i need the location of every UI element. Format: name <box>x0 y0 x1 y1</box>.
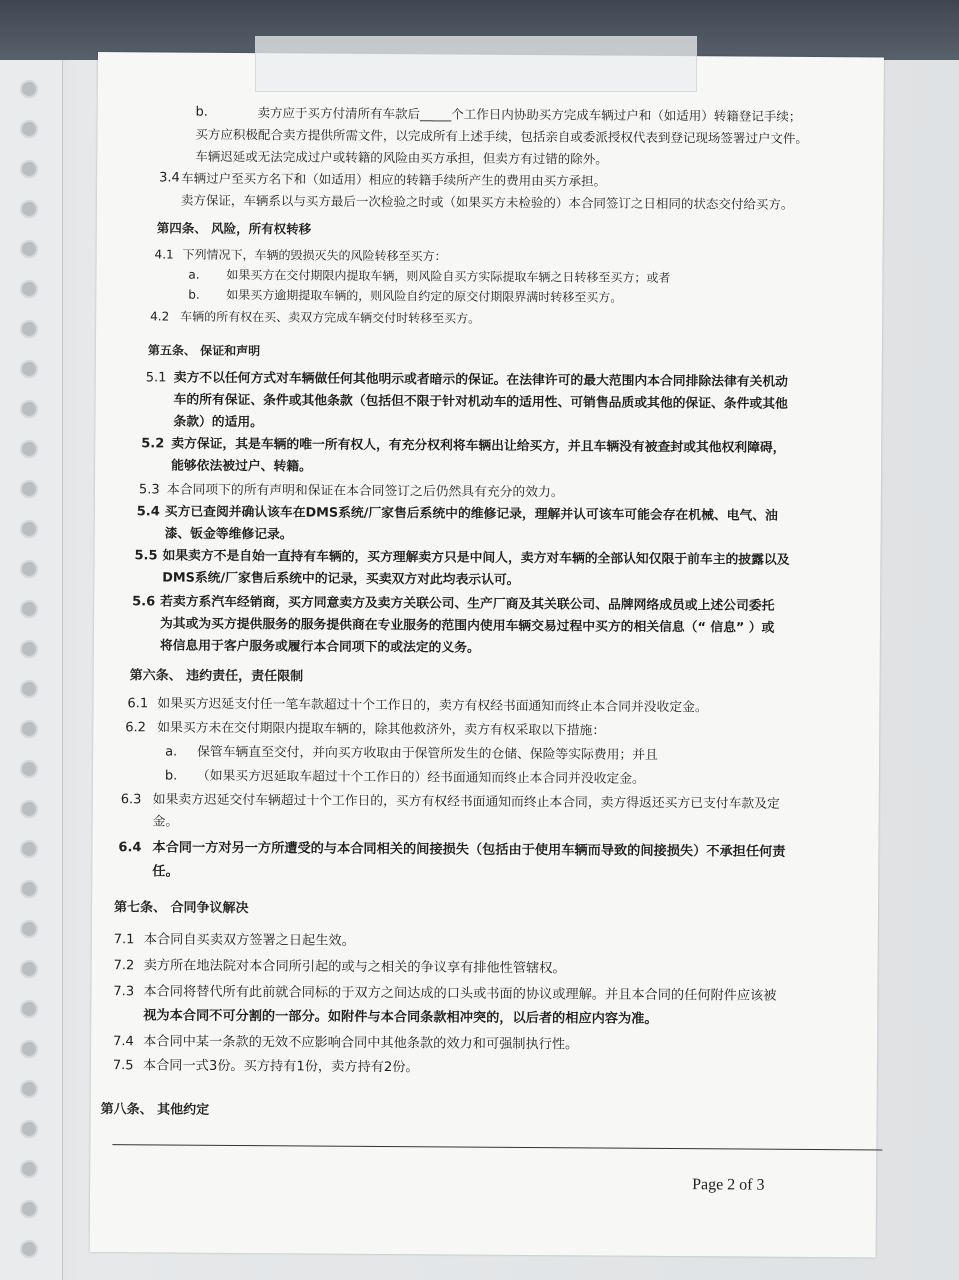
contract-page <box>90 52 884 1257</box>
punch-hole <box>20 760 38 778</box>
item-label: b. <box>188 287 200 302</box>
clause-number: 6.1 <box>127 696 149 712</box>
text-line: 能够依法被过户、转籍。 <box>171 458 312 475</box>
text-line: 将信息用于客户服务或履行本合同项下的或法定的义务。 <box>159 638 480 656</box>
punch-hole <box>20 160 38 178</box>
item-label: b. <box>164 768 178 784</box>
section-heading: 第四条、 风险，所有权转移 <box>156 220 312 237</box>
text-line: 如果买方未在交付期限内提取车辆的，除其他救济外，卖方有权采取以下措施： <box>157 720 606 739</box>
text-line: （如果买方迟延取车超过十个工作日的）经书面通知而终止本合同并没收定金。 <box>196 768 645 787</box>
text-line: 保管车辆直至交付，并向买方收取由于保管所发生的仓储、保险等实际费用；并且 <box>197 744 658 763</box>
clause-number: 3.4 <box>159 170 180 186</box>
text-line: 如果卖方迟延交付车辆超过十个工作日的，买方有权经书面通知而终止本合同，卖方得返还买方已支付车款及定 <box>152 792 780 812</box>
punch-hole <box>20 840 38 858</box>
text-line: 买方应积极配合卖方提供所需文件，以完成所有上述手续，包括亲自或委派授权代表到登记现场签署过户文件。 <box>195 126 808 146</box>
punch-hole <box>20 520 38 538</box>
punch-hole <box>20 240 38 258</box>
text-line: 车辆过户至买方名下和（如适用）相应的转籍手续所产生的费用由买方承担。 <box>181 170 607 189</box>
clause-number: 7.5 <box>112 1058 134 1074</box>
text-line: 卖方所在地法院对本合同所引起的或与之相关的争议享有排他性管辖权。 <box>143 958 566 977</box>
clause-number: 5.2 <box>141 436 165 452</box>
punch-hole <box>20 1200 38 1218</box>
punch-hole <box>20 920 38 938</box>
text-line: 卖方应于买方付清所有车款后_____个工作日内协助买方完成车辆过户和（如适用）转籍登记手续； <box>257 105 802 124</box>
clause-number: 7.2 <box>113 958 135 974</box>
section-heading: 第八条、 其他约定 <box>100 1102 210 1118</box>
punch-hole <box>20 1080 38 1098</box>
clause-number: 6.2 <box>125 720 147 736</box>
section-heading: 第五条、 保证和声明 <box>147 343 261 359</box>
section-heading: 第六条、 违约责任，责任限制 <box>129 668 304 685</box>
clause-number: 6.3 <box>120 792 142 808</box>
punch-hole <box>20 1040 38 1058</box>
punch-hole <box>20 80 38 98</box>
punch-hole <box>20 600 38 618</box>
text-line: 买方已查阅并确认该车在DMS系统/厂家售后系统中的维修记录，理解并认可该车可能会存在机械、电气、油 <box>164 504 778 524</box>
clause-number: 7.4 <box>113 1034 134 1050</box>
text-line: 本合同一方对另一方所遭受的与本合同相关的间接损失（包括由于使用车辆而导致的间接损失）不承担任何责 <box>152 840 786 860</box>
clause-number: 5.1 <box>145 370 167 386</box>
clause-number: 5.5 <box>134 548 158 564</box>
text-line: 车辆迟延或无法完成过户或转籍的风险由买方承担，但卖方有过错的除外。 <box>195 148 608 167</box>
clause-number: 7.1 <box>113 932 135 948</box>
text-line: 金。 <box>152 814 179 830</box>
punch-hole <box>20 640 38 658</box>
punch-hole <box>20 680 38 698</box>
text-line: 漆、钣金等维修记录。 <box>164 526 293 543</box>
text-line: 车的所有保证、条件或其他条款（包括但不限于针对机动车的适用性、可销售品质或其他的保证、条件或其他 <box>173 392 788 412</box>
punch-hole <box>20 480 38 498</box>
punch-hole <box>20 800 38 818</box>
text-line: 本合同将替代所有此前就合同标的于双方之间达成的口头或书面的协议或理解。并且本合同的任何附件应该被 <box>143 984 777 1004</box>
punch-hole <box>20 1160 38 1178</box>
text-line: 车辆的所有权在买、卖双方完成车辆交付时转移至买方。 <box>180 309 481 326</box>
punch-hole <box>20 280 38 298</box>
text-line: 下列情况下，车辆的毁损灭失的风险转移至买方： <box>182 247 447 264</box>
page-number: Page 2 of 3 <box>692 1176 765 1194</box>
clause-number: 6.4 <box>118 840 142 856</box>
text-line: 如果买方迟延支付任一笔车款超过十个工作日的，卖方有权经书面通知而终止本合同并没收定金。 <box>157 696 708 716</box>
punch-hole <box>20 720 38 738</box>
punch-hole <box>20 360 38 378</box>
punch-hole <box>20 1240 38 1258</box>
section-heading: 第七条、 合同争议解决 <box>113 900 249 917</box>
text-line: 条款）的适用。 <box>173 414 264 431</box>
signature-rule <box>112 1144 882 1150</box>
punch-hole <box>20 1000 38 1018</box>
text-line: DMS系统/厂家售后系统中的记录，买卖双方对此均表示认可。 <box>162 570 520 588</box>
text-line: 本合同一式3份。买方持有1份，卖方持有2份。 <box>142 1058 419 1076</box>
punch-hole <box>20 960 38 978</box>
text-line: 卖方不以任何方式对车辆做任何其他明示或者暗示的保证。在法律许可的最大范围内本合同排除法律有关机动 <box>173 370 789 390</box>
text-line: 如果买方在交付期限内提取车辆，则风险自买方实际提取车辆之日转移至买方；或者 <box>226 267 671 286</box>
punch-hole <box>20 200 38 218</box>
text-line: 卖方保证，车辆系以与买方最后一次检验之时或（如果买方未检验的）本合同签订之日相同的状态交付给买方。 <box>180 192 794 212</box>
text-line: 为其或为买方提供服务的服务提供商在专业服务的范围内使用车辆交易过程中买方的相关信息（“ 信息” ）或 <box>159 616 775 636</box>
text-line: 本合同中某一条款的无效不应影响合同中其他条款的效力和可强制执行性。 <box>143 1034 579 1053</box>
item-label: a. <box>165 744 178 760</box>
text-line: 卖方保证，其是车辆的唯一所有权人，有充分权利将车辆出让给买方，并且车辆没有被查封或其他权利障碍， <box>171 436 786 456</box>
text-line: 本合同项下的所有声明和保证在本合同签订之后仍然具有充分的效力。 <box>166 482 564 501</box>
punch-hole <box>20 560 38 578</box>
adhesive-tape <box>255 36 697 92</box>
clause-number: 4.2 <box>150 309 170 324</box>
text-line: 若卖方系汽车经销商，买方同意卖方及卖方关联公司、生产厂商及其关联公司、品牌网络成员或上述公司委托 <box>160 594 775 614</box>
clause-number: 5.6 <box>132 594 156 610</box>
text-line: 本合同自买卖双方签署之日起生效。 <box>143 932 355 949</box>
clause-number: 7.3 <box>113 984 135 1000</box>
clause-number: 5.4 <box>136 504 160 520</box>
punch-hole <box>20 120 38 138</box>
punch-hole <box>20 880 38 898</box>
punch-hole <box>20 320 38 338</box>
punch-hole <box>20 1120 38 1138</box>
item-label: a. <box>188 267 200 282</box>
punch-hole <box>20 440 38 458</box>
text-line: 任。 <box>152 864 179 880</box>
text-line: 如果买方逾期提取车辆的，则风险自约定的原交付期限界满时转移至买方。 <box>226 287 623 305</box>
text-line: 视为本合同不可分割的一部分。如附件与本合同条款相冲突的，以后者的相应内容为准。 <box>143 1008 658 1027</box>
text-line: 如果卖方不是自始一直持有车辆的，买方理解卖方只是中间人，卖方对车辆的全部认知仅限于前车主的披露以及 <box>162 548 790 568</box>
punch-hole <box>20 400 38 418</box>
sleeve-binding-strip <box>0 60 63 1280</box>
clause-number: 5.3 <box>138 482 160 498</box>
item-label: b. <box>195 104 209 120</box>
clause-number: 4.1 <box>154 247 174 262</box>
